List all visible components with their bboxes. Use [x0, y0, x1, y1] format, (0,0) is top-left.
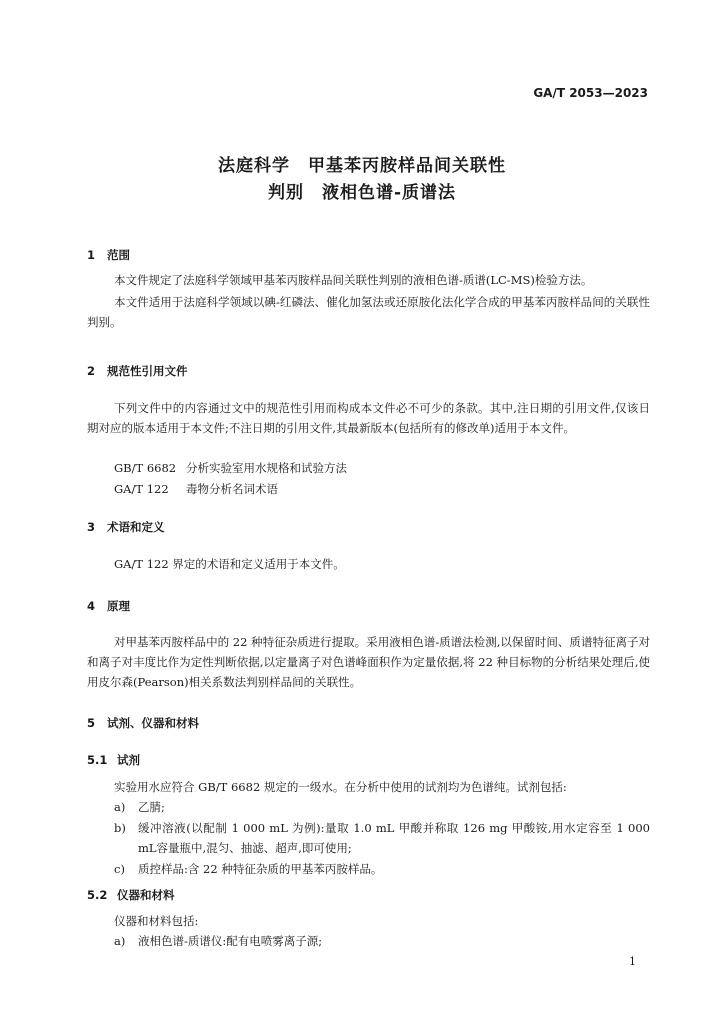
- subsection-title: 仪器和材料: [117, 888, 175, 902]
- paragraph: GA/T 122 界定的术语和定义适用于本文件。: [114, 557, 345, 571]
- paragraph: 下列文件中的内容通过文中的规范性引用而构成本文件必不可少的条款。其中,注日期的引用文件,仅该日期对应的版本适用于本文件;不注日期的引用文件,其最新版本(包括所有的修改单)适用于本文件。: [87, 401, 650, 435]
- paragraph: 对甲基苯丙胺样品中的 22 种特征杂质进行提取。采用液相色谱-质谱法检测,以保留时间、质谱特征离子对和离子对丰度比作为定性判断依据,以定量离子对色谱峰面积作为定量依据,将 22 种目标物的分析结果处理后,使用皮尔森(Pearson)相关系数法判别样品间的关联性。: [87, 635, 650, 689]
- section-title: 原理: [107, 599, 130, 613]
- section-heading-5: [87, 715, 199, 731]
- list-item: [114, 818, 650, 858]
- reference-item: [114, 460, 347, 476]
- list-marker: c): [114, 862, 125, 876]
- reference-code: GB/T 6682: [114, 461, 177, 475]
- list-item: [114, 797, 650, 817]
- section-title: 规范性引用文件: [107, 364, 188, 378]
- list-text: 质控样品:含 22 种特征杂质的甲基苯丙胺样品。: [138, 862, 383, 876]
- reference-code: GA/T 122: [114, 482, 169, 496]
- subsection-number: 5.2: [87, 888, 108, 902]
- reference-name: 分析实验室用水规格和试验方法: [186, 461, 347, 475]
- paragraph: 仪器和材料包括:: [114, 914, 199, 928]
- reference-name: 毒物分析名词术语: [186, 482, 278, 496]
- title-part: 法庭科学: [218, 156, 290, 176]
- paragraph: 实验用水应符合 GB/T 6682 规定的一级水。在分析中使用的试剂均为色谱纯。试剂包括:: [114, 780, 567, 794]
- reference-item: [114, 481, 278, 497]
- list-text: 缓冲溶液(以配制 1 000 mL 为例):量取 1.0 mL 甲酸并称取 126 mg 甲酸铵,用水定容至 1 000 mL容量瓶中,混匀、抽滤、超声,即可使用;: [138, 821, 650, 855]
- title-part: 液相色谱-质谱法: [321, 183, 457, 203]
- title-part: 甲基苯丙胺样品间关联性: [308, 156, 506, 176]
- list-item: [114, 859, 650, 879]
- subsection-heading-5-2: [87, 887, 175, 903]
- list-item: [114, 931, 650, 951]
- paragraph: 本文件适用于法庭科学领域以碘-红磷法、催化加氢法或还原胺化法化学合成的甲基苯丙胺样品间的关联性判别。: [87, 295, 650, 329]
- standard-code: GA/T 2053—2023: [533, 86, 648, 100]
- list-marker: a): [114, 934, 126, 948]
- paragraph: 本文件规定了法庭科学领域甲基苯丙胺样品间关联性判别的液相色谱-质谱(LC-MS)检验方法。: [114, 273, 593, 287]
- list-text: 液相色谱-质谱仪:配有电喷雾离子源;: [138, 934, 323, 948]
- section-title: 术语和定义: [107, 520, 165, 534]
- section-number: 2: [87, 364, 96, 378]
- subsection-heading-5-1: [87, 752, 140, 768]
- section-heading-4: [87, 598, 130, 614]
- section-number: 4: [87, 599, 96, 613]
- subsection-title: 试剂: [117, 753, 140, 767]
- title-part: 判别: [267, 183, 304, 203]
- section-heading-1: [87, 247, 130, 263]
- document-title-line2: [0, 178, 724, 203]
- section-title: 范围: [107, 248, 130, 262]
- section-number: 5: [87, 716, 96, 730]
- subsection-number: 5.1: [87, 753, 108, 767]
- document-title-line1: [0, 151, 724, 176]
- section-number: 1: [87, 248, 96, 262]
- page-number: 1: [629, 955, 636, 968]
- list-text: 乙腈;: [138, 800, 165, 814]
- section-title: 试剂、仪器和材料: [107, 716, 199, 730]
- section-heading-2: [87, 363, 188, 379]
- section-number: 3: [87, 520, 96, 534]
- section-heading-3: [87, 519, 165, 535]
- list-marker: b): [114, 821, 126, 835]
- list-marker: a): [114, 800, 126, 814]
